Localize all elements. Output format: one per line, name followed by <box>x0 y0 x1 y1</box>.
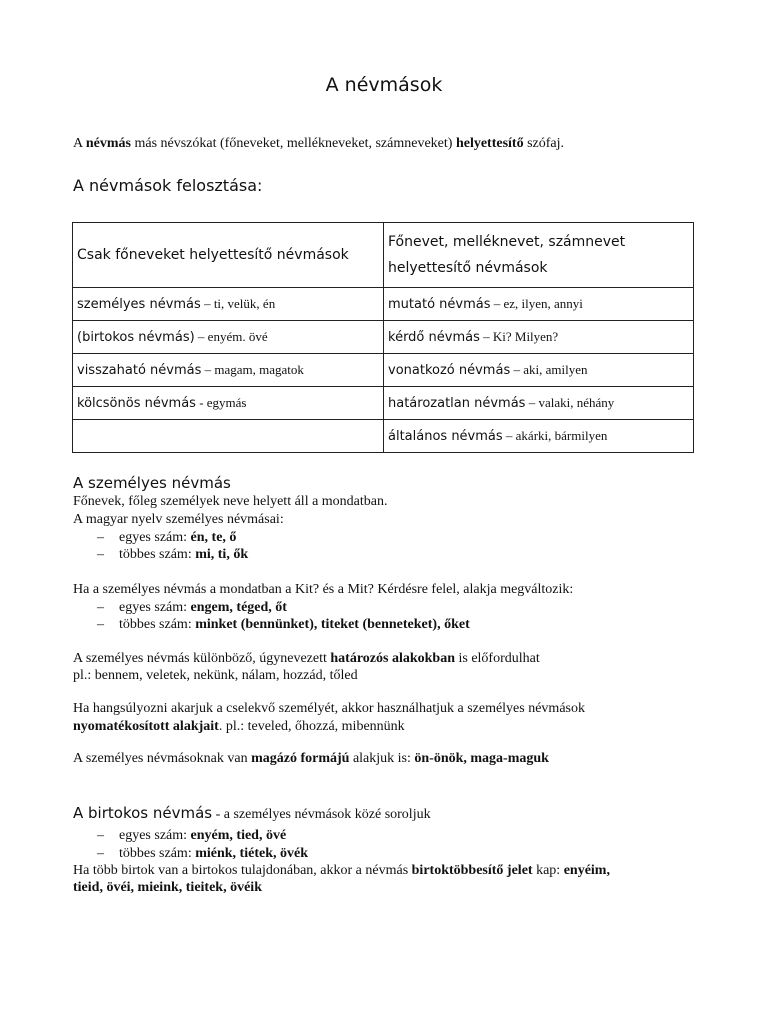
table-cell <box>73 321 384 354</box>
dash: – <box>97 617 104 632</box>
cell-term: (birtokos névmás) <box>77 330 195 345</box>
cell-term: kölcsönös névmás <box>77 396 196 411</box>
table-cell <box>384 354 694 387</box>
personal-line-7 <box>73 719 405 735</box>
bold: ön-önök, maga-maguk <box>414 751 549 766</box>
table-cell <box>384 420 694 453</box>
list-bold: mi, ti, ők <box>195 547 249 562</box>
list-text: egyes szám: <box>119 600 191 615</box>
bold: enyéim, <box>563 863 610 878</box>
cell-example: aki, amilyen <box>523 362 588 377</box>
table-cell-empty <box>73 420 384 453</box>
table-row <box>73 321 694 354</box>
cell-term: kérdő névmás <box>388 330 480 345</box>
dash: – <box>97 530 104 545</box>
list-bold: miénk, tiétek, övék <box>195 846 308 861</box>
list-text: többes szám: <box>119 617 196 632</box>
personal-line-1: Főnevek, főleg személyek neve helyett áll a mondatban. <box>73 494 388 509</box>
cell-term: visszaható névmás <box>77 363 202 378</box>
list-item <box>97 600 287 616</box>
cell-term: határozatlan névmás <box>388 396 526 411</box>
division-heading: A névmások felosztása: <box>73 176 263 195</box>
cell-example: Ki? Milyen? <box>492 329 559 344</box>
personal-line-8 <box>73 751 549 767</box>
intro-text-1: A <box>73 136 86 151</box>
list-text: egyes szám: <box>119 530 191 545</box>
personal-heading: A személyes névmás <box>73 474 231 492</box>
cell-sep: – <box>490 296 504 311</box>
page-title: A névmások <box>325 74 443 96</box>
table-cell <box>384 387 694 420</box>
table-row <box>73 420 694 453</box>
bold: nyomatékosított alakjait <box>73 719 219 734</box>
intro-text-2: más névszókat (főneveket, mellékneveket, számneveket) <box>130 136 456 151</box>
personal-line-6: Ha hangsúlyozni akarjuk a cselekvő személyét, akkor használhatjuk a személyes névmások <box>73 701 585 716</box>
table-row <box>73 288 694 321</box>
cell-example: akárki, bármilyen <box>515 428 608 443</box>
personal-line-3: Ha a személyes névmás a mondatban a Kit? és a Mit? Kérdésre felel, alakja megváltozik: <box>73 582 574 597</box>
possessive-heading-rest: - a személyes névmások közé soroljuk <box>212 807 431 822</box>
table-header-nouns: Csak főneveket helyettesítő névmások <box>73 223 384 288</box>
list-bold: minket (bennünket), titeket (benneteket), őket <box>195 617 470 632</box>
list-item <box>97 617 470 633</box>
possessive-line-1 <box>73 863 610 879</box>
personal-line-5: pl.: bennem, veletek, nekünk, nálam, hozzád, tőled <box>73 668 358 683</box>
cell-sep: – <box>502 428 516 443</box>
dash: – <box>97 600 104 615</box>
cell-example: valaki, néhány <box>538 395 615 410</box>
cell-term: személyes névmás <box>77 297 201 312</box>
list-item <box>97 547 248 563</box>
cell-example: ez, ilyen, annyi <box>503 296 583 311</box>
dash: – <box>97 828 104 843</box>
table-cell <box>73 288 384 321</box>
bold: magázó formájú <box>251 751 350 766</box>
cell-sep: – <box>201 362 215 377</box>
table-cell <box>73 354 384 387</box>
table-cell <box>384 321 694 354</box>
table-cell <box>384 288 694 321</box>
personal-line-2: A magyar nyelv személyes névmásai: <box>73 512 284 527</box>
list-bold: engem, téged, őt <box>190 600 287 615</box>
cell-example: ti, velük, én <box>213 296 276 311</box>
cell-example: enyém. övé <box>207 329 268 344</box>
table-row <box>73 387 694 420</box>
list-bold: én, te, ő <box>190 530 237 545</box>
cell-sep: – <box>525 395 539 410</box>
text: . pl.: teveled, őhozzá, mibennünk <box>218 719 405 734</box>
intro-bold-2: helyettesítő <box>455 136 524 151</box>
cell-sep: – <box>194 329 208 344</box>
cell-sep: – <box>200 296 214 311</box>
cell-sep: – <box>510 362 524 377</box>
list-item <box>97 846 308 862</box>
text: is előfordulhat <box>454 651 540 666</box>
personal-line-4 <box>73 651 540 667</box>
dash: – <box>97 846 104 861</box>
list-text: többes szám: <box>119 846 196 861</box>
cell-example: egymás <box>206 395 247 410</box>
table-cell <box>73 387 384 420</box>
text: A személyes névmásoknak van <box>73 751 252 766</box>
pronoun-table <box>72 222 694 453</box>
cell-example: magam, magatok <box>214 362 304 377</box>
text: alakjuk is: <box>349 751 415 766</box>
cell-sep: - <box>195 395 207 410</box>
possessive-line-2 <box>73 880 262 896</box>
text: A személyes névmás különböző, úgynevezett <box>73 651 331 666</box>
cell-term: mutató névmás <box>388 297 491 312</box>
table-header-all: Főnevet, melléknevet, számnevet helyettesítő névmások <box>384 223 694 288</box>
intro-bold-1: névmás <box>85 136 131 151</box>
intro-paragraph <box>73 136 564 152</box>
cell-sep: – <box>479 329 493 344</box>
list-item <box>97 530 236 546</box>
possessive-heading: A birtokos névmás <box>73 804 213 822</box>
table-row <box>73 354 694 387</box>
list-text: többes szám: <box>119 547 196 562</box>
text: Ha több birtok van a birtokos tulajdonában, akkor a névmás <box>73 863 412 878</box>
list-bold: enyém, tied, övé <box>190 828 287 843</box>
bold: határozós alakokban <box>330 651 455 666</box>
cell-term: vonatkozó névmás <box>388 363 511 378</box>
list-item <box>97 828 286 844</box>
bold: tieid, övéi, mieink, tieitek, övéik <box>73 880 262 895</box>
dash: – <box>97 547 104 562</box>
bold: birtoktöbbesítő jelet <box>411 863 533 878</box>
cell-term: általános névmás <box>388 429 503 444</box>
possessive-heading-line <box>73 804 431 823</box>
intro-text-3: szófaj. <box>523 136 565 151</box>
list-text: egyes szám: <box>119 828 191 843</box>
text: kap: <box>532 863 564 878</box>
